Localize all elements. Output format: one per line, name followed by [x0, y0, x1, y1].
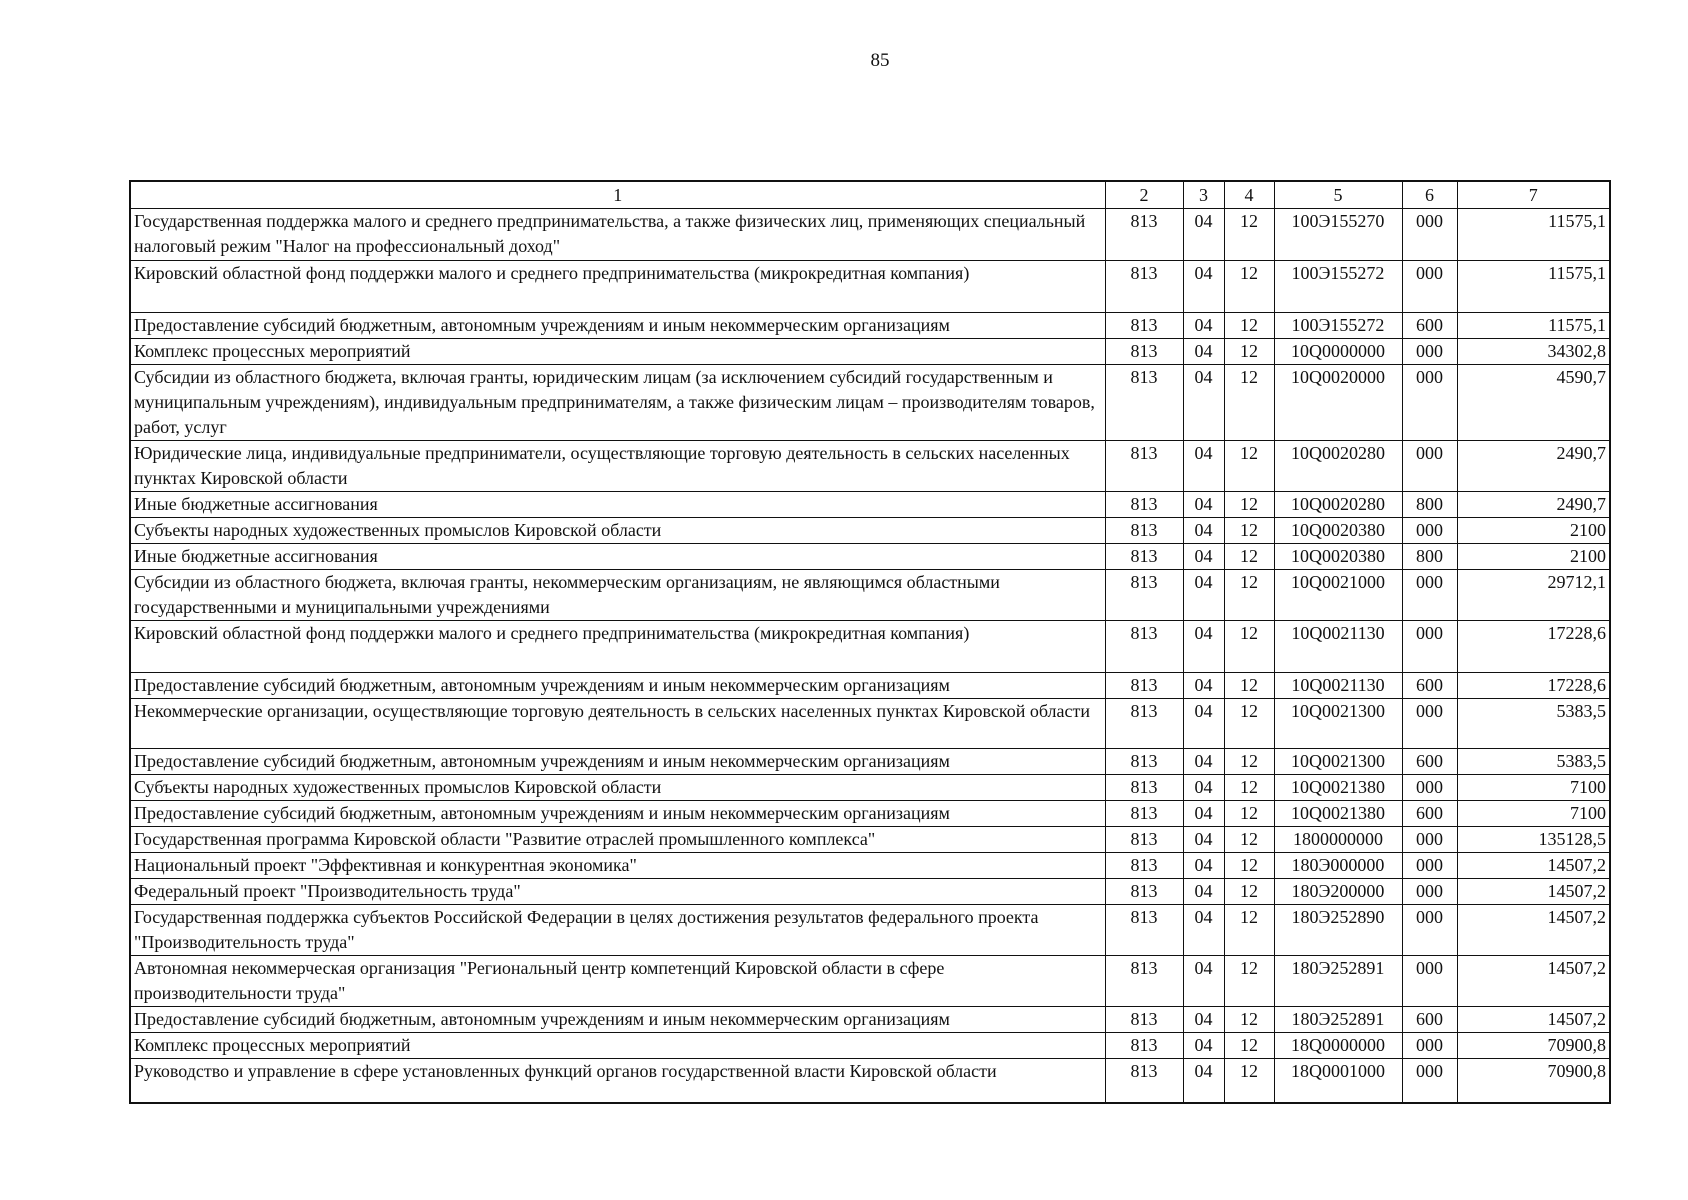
- section-code: 04: [1183, 518, 1224, 544]
- item-name: Государственная поддержка малого и среднего предпринимательства, а также физических лиц, применяющих специальный налоговый режим "Налог на профессиональный доход": [130, 209, 1105, 261]
- subsection-code: 12: [1224, 313, 1274, 339]
- ministry-code: 813: [1105, 775, 1183, 801]
- table-body: [130, 209, 1610, 1103]
- target-article-code: 10Q0021130: [1274, 621, 1402, 673]
- amount: 14507,2: [1457, 853, 1610, 879]
- amount: 2100: [1457, 518, 1610, 544]
- subsection-code: 12: [1224, 673, 1274, 699]
- amount: 5383,5: [1457, 749, 1610, 775]
- amount: 11575,1: [1457, 261, 1610, 313]
- target-article-code: 1800000000: [1274, 827, 1402, 853]
- expense-type-code: 600: [1402, 1007, 1457, 1033]
- ministry-code: 813: [1105, 801, 1183, 827]
- ministry-code: 813: [1105, 673, 1183, 699]
- target-article-code: 10Q0021300: [1274, 749, 1402, 775]
- section-code: 04: [1183, 313, 1224, 339]
- expense-type-code: 000: [1402, 853, 1457, 879]
- expense-type-code: 000: [1402, 209, 1457, 261]
- amount: 4590,7: [1457, 365, 1610, 441]
- amount: 14507,2: [1457, 1007, 1610, 1033]
- section-code: 04: [1183, 905, 1224, 956]
- table-row: [130, 801, 1610, 827]
- table-row: [130, 570, 1610, 621]
- section-code: 04: [1183, 749, 1224, 775]
- item-name: Предоставление субсидий бюджетным, автономным учреждениям и иным некоммерческим организациям: [130, 673, 1105, 699]
- expense-type-code: 600: [1402, 749, 1457, 775]
- table-row: [130, 673, 1610, 699]
- subsection-code: 12: [1224, 801, 1274, 827]
- expense-type-code: 000: [1402, 339, 1457, 365]
- table-row: [130, 775, 1610, 801]
- target-article-code: 10Q0021000: [1274, 570, 1402, 621]
- ministry-code: 813: [1105, 544, 1183, 570]
- item-name: Предоставление субсидий бюджетным, автономным учреждениям и иным некоммерческим организациям: [130, 313, 1105, 339]
- ministry-code: 813: [1105, 699, 1183, 749]
- section-code: 04: [1183, 492, 1224, 518]
- ministry-code: 813: [1105, 492, 1183, 518]
- section-code: 04: [1183, 570, 1224, 621]
- expense-type-code: 600: [1402, 673, 1457, 699]
- amount: 29712,1: [1457, 570, 1610, 621]
- expense-type-code: 000: [1402, 956, 1457, 1007]
- subsection-code: 12: [1224, 209, 1274, 261]
- subsection-code: 12: [1224, 905, 1274, 956]
- section-code: 04: [1183, 853, 1224, 879]
- target-article-code: 10Q0020380: [1274, 544, 1402, 570]
- subsection-code: 12: [1224, 261, 1274, 313]
- subsection-code: 12: [1224, 441, 1274, 492]
- target-article-code: 10Q0020280: [1274, 441, 1402, 492]
- item-name: Субъекты народных художественных промыслов Кировской области: [130, 775, 1105, 801]
- item-name: Руководство и управление в сфере установленных функций органов государственной власти Кировской области: [130, 1059, 1105, 1103]
- target-article-code: 10Q0021300: [1274, 699, 1402, 749]
- expense-type-code: 000: [1402, 621, 1457, 673]
- header-col-1: 1: [130, 181, 1105, 209]
- expense-type-code: 000: [1402, 570, 1457, 621]
- section-code: 04: [1183, 956, 1224, 1007]
- expense-type-code: 800: [1402, 492, 1457, 518]
- target-article-code: 100Э155272: [1274, 261, 1402, 313]
- ministry-code: 813: [1105, 518, 1183, 544]
- table-row: [130, 518, 1610, 544]
- header-row: [130, 181, 1610, 209]
- expense-type-code: 000: [1402, 775, 1457, 801]
- ministry-code: 813: [1105, 365, 1183, 441]
- table-row: [130, 749, 1610, 775]
- amount: 14507,2: [1457, 905, 1610, 956]
- section-code: 04: [1183, 827, 1224, 853]
- amount: 70900,8: [1457, 1059, 1610, 1103]
- section-code: 04: [1183, 673, 1224, 699]
- item-name: Кировский областной фонд поддержки малого и среднего предпринимательства (микрокредитная компания): [130, 261, 1105, 313]
- table-row: [130, 261, 1610, 313]
- target-article-code: 10Q0020380: [1274, 518, 1402, 544]
- item-name: Государственная программа Кировской области "Развитие отраслей промышленного комплекса": [130, 827, 1105, 853]
- table-row: [130, 956, 1610, 1007]
- ministry-code: 813: [1105, 441, 1183, 492]
- ministry-code: 813: [1105, 570, 1183, 621]
- expense-type-code: 000: [1402, 261, 1457, 313]
- section-code: 04: [1183, 209, 1224, 261]
- expense-type-code: 000: [1402, 441, 1457, 492]
- target-article-code: 18Q0001000: [1274, 1059, 1402, 1103]
- section-code: 04: [1183, 1033, 1224, 1059]
- ministry-code: 813: [1105, 1007, 1183, 1033]
- item-name: Иные бюджетные ассигнования: [130, 492, 1105, 518]
- item-name: Предоставление субсидий бюджетным, автономным учреждениям и иным некоммерческим организациям: [130, 1007, 1105, 1033]
- table-row: [130, 905, 1610, 956]
- ministry-code: 813: [1105, 339, 1183, 365]
- target-article-code: 180Э252890: [1274, 905, 1402, 956]
- item-name: Национальный проект "Эффективная и конкурентная экономика": [130, 853, 1105, 879]
- target-article-code: 10Q0000000: [1274, 339, 1402, 365]
- subsection-code: 12: [1224, 621, 1274, 673]
- item-name: Предоставление субсидий бюджетным, автономным учреждениям и иным некоммерческим организациям: [130, 749, 1105, 775]
- section-code: 04: [1183, 621, 1224, 673]
- amount: 7100: [1457, 775, 1610, 801]
- expense-type-code: 000: [1402, 699, 1457, 749]
- amount: 70900,8: [1457, 1033, 1610, 1059]
- table-row: [130, 544, 1610, 570]
- expense-type-code: 000: [1402, 1059, 1457, 1103]
- amount: 11575,1: [1457, 313, 1610, 339]
- target-article-code: 180Э200000: [1274, 879, 1402, 905]
- header-col-6: 6: [1402, 181, 1457, 209]
- budget-table: [129, 180, 1611, 1104]
- amount: 135128,5: [1457, 827, 1610, 853]
- section-code: 04: [1183, 879, 1224, 905]
- amount: 2490,7: [1457, 492, 1610, 518]
- header-col-7: 7: [1457, 181, 1610, 209]
- header-col-5: 5: [1274, 181, 1402, 209]
- ministry-code: 813: [1105, 827, 1183, 853]
- table-row: [130, 827, 1610, 853]
- expense-type-code: 000: [1402, 518, 1457, 544]
- expense-type-code: 600: [1402, 313, 1457, 339]
- subsection-code: 12: [1224, 699, 1274, 749]
- item-name: Некоммерческие организации, осуществляющие торговую деятельность в сельских населенных пунктах Кировской области: [130, 699, 1105, 749]
- section-code: 04: [1183, 775, 1224, 801]
- item-name: Автономная некоммерческая организация "Региональный центр компетенций Кировской области в сфере производительности труда": [130, 956, 1105, 1007]
- section-code: 04: [1183, 339, 1224, 365]
- subsection-code: 12: [1224, 749, 1274, 775]
- table-row: [130, 621, 1610, 673]
- ministry-code: 813: [1105, 1033, 1183, 1059]
- amount: 34302,8: [1457, 339, 1610, 365]
- expense-type-code: 000: [1402, 879, 1457, 905]
- header-col-2: 2: [1105, 181, 1183, 209]
- ministry-code: 813: [1105, 956, 1183, 1007]
- table-row: [130, 441, 1610, 492]
- page-number: 85: [870, 50, 890, 71]
- table-row: [130, 209, 1610, 261]
- amount: 2490,7: [1457, 441, 1610, 492]
- table-row: [130, 365, 1610, 441]
- subsection-code: 12: [1224, 1033, 1274, 1059]
- target-article-code: 180Э000000: [1274, 853, 1402, 879]
- amount: 5383,5: [1457, 699, 1610, 749]
- ministry-code: 813: [1105, 853, 1183, 879]
- item-name: Комплекс процессных мероприятий: [130, 339, 1105, 365]
- ministry-code: 813: [1105, 261, 1183, 313]
- amount: 17228,6: [1457, 673, 1610, 699]
- target-article-code: 18Q0000000: [1274, 1033, 1402, 1059]
- expense-type-code: 000: [1402, 1033, 1457, 1059]
- target-article-code: 10Q0021130: [1274, 673, 1402, 699]
- section-code: 04: [1183, 1007, 1224, 1033]
- item-name: Предоставление субсидий бюджетным, автономным учреждениям и иным некоммерческим организациям: [130, 801, 1105, 827]
- item-name: Субсидии из областного бюджета, включая гранты, некоммерческим организациям, не являющимся областными государственными и муниципальными учреждениями: [130, 570, 1105, 621]
- subsection-code: 12: [1224, 853, 1274, 879]
- table-row: [130, 492, 1610, 518]
- target-article-code: 10Q0021380: [1274, 801, 1402, 827]
- section-code: 04: [1183, 441, 1224, 492]
- subsection-code: 12: [1224, 879, 1274, 905]
- target-article-code: 180Э252891: [1274, 1007, 1402, 1033]
- table-row: [130, 1059, 1610, 1103]
- section-code: 04: [1183, 801, 1224, 827]
- subsection-code: 12: [1224, 492, 1274, 518]
- target-article-code: 10Q0020000: [1274, 365, 1402, 441]
- table-row: [130, 853, 1610, 879]
- subsection-code: 12: [1224, 827, 1274, 853]
- target-article-code: 100Э155270: [1274, 209, 1402, 261]
- amount: 2100: [1457, 544, 1610, 570]
- expense-type-code: 800: [1402, 544, 1457, 570]
- subsection-code: 12: [1224, 518, 1274, 544]
- item-name: Государственная поддержка субъектов Российской Федерации в целях достижения результатов федерального проекта "Производительность труда": [130, 905, 1105, 956]
- subsection-code: 12: [1224, 570, 1274, 621]
- table-row: [130, 1033, 1610, 1059]
- amount: 7100: [1457, 801, 1610, 827]
- ministry-code: 813: [1105, 1059, 1183, 1103]
- subsection-code: 12: [1224, 1059, 1274, 1103]
- section-code: 04: [1183, 544, 1224, 570]
- target-article-code: 10Q0021380: [1274, 775, 1402, 801]
- ministry-code: 813: [1105, 749, 1183, 775]
- ministry-code: 813: [1105, 879, 1183, 905]
- target-article-code: 100Э155272: [1274, 313, 1402, 339]
- target-article-code: 10Q0020280: [1274, 492, 1402, 518]
- section-code: 04: [1183, 699, 1224, 749]
- item-name: Кировский областной фонд поддержки малого и среднего предпринимательства (микрокредитная компания): [130, 621, 1105, 673]
- expense-type-code: 000: [1402, 365, 1457, 441]
- item-name: Федеральный проект "Производительность труда": [130, 879, 1105, 905]
- ministry-code: 813: [1105, 905, 1183, 956]
- expense-type-code: 600: [1402, 801, 1457, 827]
- item-name: Субсидии из областного бюджета, включая гранты, юридическим лицам (за исключением субсидий государственным и муниципальным учреждениям), индивидуальным предпринимателям, а также физическим лицам – производителям товаров, работ, услуг: [130, 365, 1105, 441]
- target-article-code: 180Э252891: [1274, 956, 1402, 1007]
- amount: 14507,2: [1457, 879, 1610, 905]
- section-code: 04: [1183, 261, 1224, 313]
- section-code: 04: [1183, 1059, 1224, 1103]
- table-row: [130, 879, 1610, 905]
- ministry-code: 813: [1105, 313, 1183, 339]
- subsection-code: 12: [1224, 775, 1274, 801]
- subsection-code: 12: [1224, 956, 1274, 1007]
- subsection-code: 12: [1224, 544, 1274, 570]
- section-code: 04: [1183, 365, 1224, 441]
- subsection-code: 12: [1224, 1007, 1274, 1033]
- item-name: Иные бюджетные ассигнования: [130, 544, 1105, 570]
- expense-type-code: 000: [1402, 905, 1457, 956]
- table-row: [130, 339, 1610, 365]
- amount: 11575,1: [1457, 209, 1610, 261]
- header-col-3: 3: [1183, 181, 1224, 209]
- amount: 17228,6: [1457, 621, 1610, 673]
- item-name: Комплекс процессных мероприятий: [130, 1033, 1105, 1059]
- expense-type-code: 000: [1402, 827, 1457, 853]
- item-name: Субъекты народных художественных промыслов Кировской области: [130, 518, 1105, 544]
- table-row: [130, 313, 1610, 339]
- subsection-code: 12: [1224, 339, 1274, 365]
- subsection-code: 12: [1224, 365, 1274, 441]
- ministry-code: 813: [1105, 209, 1183, 261]
- table-row: [130, 699, 1610, 749]
- header-col-4: 4: [1224, 181, 1274, 209]
- ministry-code: 813: [1105, 621, 1183, 673]
- amount: 14507,2: [1457, 956, 1610, 1007]
- item-name: Юридические лица, индивидуальные предприниматели, осуществляющие торговую деятельность в сельских населенных пунктах Кировской области: [130, 441, 1105, 492]
- table-row: [130, 1007, 1610, 1033]
